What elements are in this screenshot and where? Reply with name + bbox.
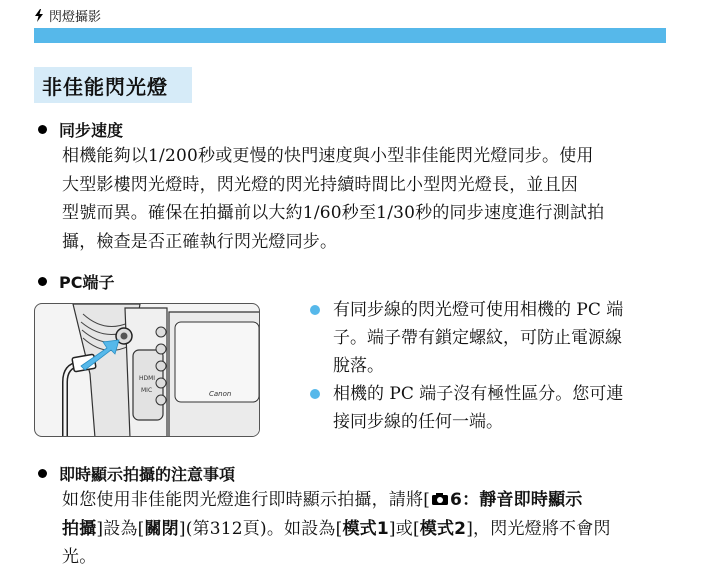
camera-pc-terminal-illustration [34,303,260,437]
text-line: 如您使用非佳能閃光燈進行即時顯示拍攝，請將[ 6：靜音即時顯示 [62,490,583,510]
text-line: 脫落。 [333,356,384,376]
text-line: 有同步線的閃光燈可使用相機的 PC 端 [333,300,624,320]
running-header [34,6,101,24]
bullet-dot [310,305,320,315]
bullet-dot [38,469,47,478]
bullet-dot [310,389,320,399]
bullet-dot [38,277,47,286]
brand-logo: Canon [209,390,232,398]
section-title [34,67,192,103]
live-view-paragraph [62,486,667,572]
text-line: 相機的 PC 端子沒有極性區分。您可連 [333,384,624,404]
header-title: 閃燈攝影 [49,9,102,25]
live-view-heading [38,462,235,485]
flash-icon [34,9,44,22]
svg-text:MIC: MIC [141,387,153,394]
pc-terminal-bullets [308,296,670,436]
section-title-text: 非佳能閃光燈 [42,74,168,99]
text-line: 子。端子帶有鎖定螺紋，可防止電源線 [333,328,622,348]
text-line: 接同步線的任何一端。 [333,412,503,432]
text-line: 光。 [62,547,97,567]
pc-terminal-heading-text: PC端子 [59,273,115,292]
text-line: 大型影樓閃光燈時，閃光燈的閃光持續時間比小型閃光燈長，並且因 [62,174,578,195]
text-line: 拍攝]設為[關閉](第312頁)。如設為[模式1]或[模式2]，閃光燈將不會閃 [62,518,611,539]
svg-text:HDMI: HDMI [139,375,156,382]
sync-speed-paragraph [62,142,667,256]
text-line: 攝，檢查是否正確執行閃光燈同步。 [62,231,338,252]
bullet-dot [38,125,47,134]
text-line: 相機能夠以1/200秒或更慢的快門速度與小型非佳能閃光燈同步。使用 [62,146,594,166]
pc-terminal-heading [38,270,114,293]
sync-speed-heading-text: 同步速度 [59,121,124,140]
header-bar [34,28,666,43]
list-item [308,296,670,380]
list-item [308,380,670,436]
live-view-heading-text: 即時顯示拍攝的注意事項 [59,465,236,484]
camera-icon [431,492,449,506]
text-line: 型號而異。確保在拍攝前以大約1/60秒至1/30秒的同步速度進行測試拍 [62,203,605,223]
camera-illustration [35,304,260,437]
sync-speed-heading [38,118,123,141]
